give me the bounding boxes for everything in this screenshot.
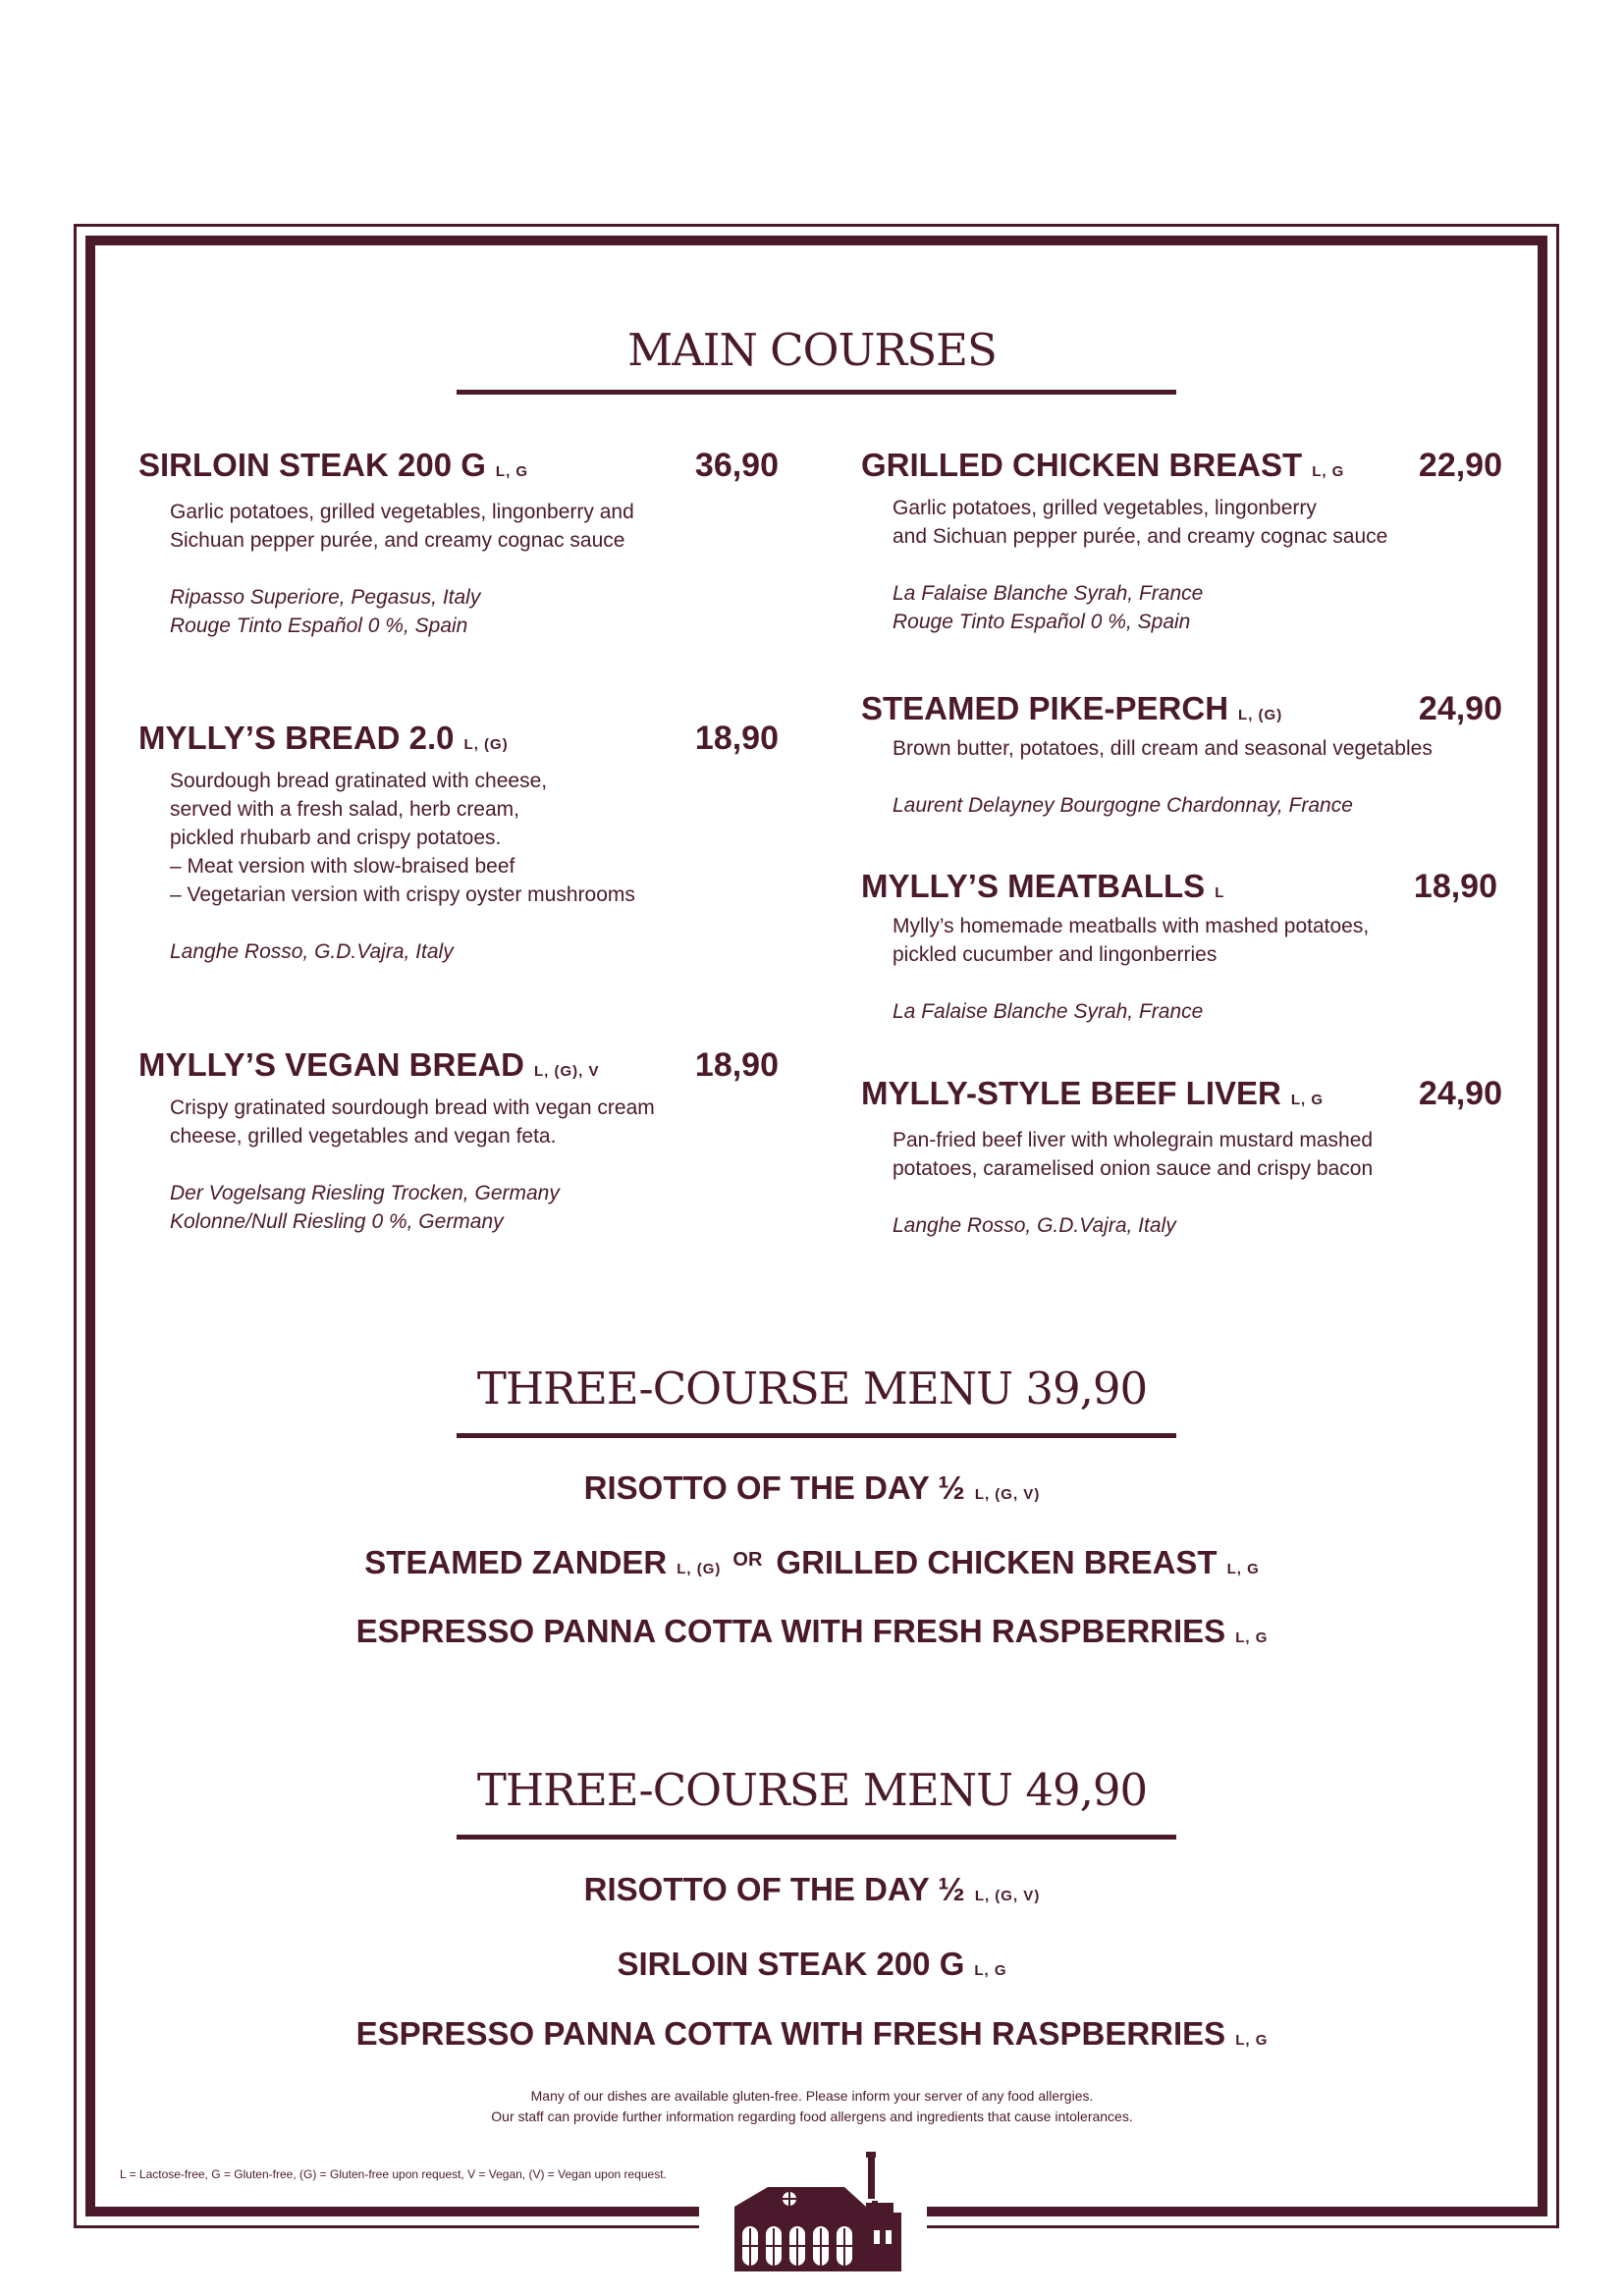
dish-myllys-bread xyxy=(138,720,777,966)
dish-price: 36,90 xyxy=(694,447,779,484)
wine-pairing: Ripasso Superiore, Pegasus, Italy Rouge Tinto Español 0 %, Spain xyxy=(170,586,481,637)
allergen-code: L, (G, V) xyxy=(974,1486,1041,1503)
dish-price: 24,90 xyxy=(1418,1075,1502,1112)
dish-description: Mylly’s homemade meatballs with mashed potatoes, pickled cucumber and lingonberries xyxy=(893,915,1370,966)
allergen-code: L, G xyxy=(1235,1629,1269,1646)
dish-description: Garlic potatoes, grilled vegetables, lingonberry and Sichuan pepper purée, and creamy cognac sauce xyxy=(170,501,634,552)
dish-name: MYLLY’S BREAD 2.0 L, (G) xyxy=(138,720,509,756)
allergen-code: L, G xyxy=(1290,1092,1325,1108)
dish-name: MYLLY’S MEATBALLS L xyxy=(861,868,1225,904)
dish-description: Pan-fried beef liver with wholegrain mustard mashed potatoes, caramelised onion sauce and crispy bacon xyxy=(893,1129,1374,1180)
menu2-dessert: ESPRESSO PANNA COTTA WITH FRESH RASPBERRIES L, G xyxy=(355,2015,1269,2052)
dish-name: MYLLY’S VEGAN BREAD L, (G), V xyxy=(138,1046,600,1083)
main-courses-rule xyxy=(457,390,1176,395)
dish-myllys-meatballs xyxy=(861,868,1499,1026)
allergen-code: L, (G) xyxy=(1238,707,1283,723)
allergen-code: L, G xyxy=(495,463,529,480)
dish-price: 18,90 xyxy=(694,1046,779,1084)
menu2-main: SIRLOIN STEAK 200 G L, G xyxy=(617,1946,1007,1982)
wine-pairing: Langhe Rosso, G.D.Vajra, Italy xyxy=(893,1214,1176,1237)
allergen-code: L, G xyxy=(1226,1561,1260,1577)
dish-price: 18,90 xyxy=(1413,868,1497,905)
dish-description: Sourdough bread gratinated with cheese, served with a fresh salad, herb cream, pickled rhubarb and crispy potatoes. – Meat version with slow-braised beef – Vegetarian version with crispy oyster mushrooms xyxy=(170,770,635,906)
three-course-menu-1-rule xyxy=(457,1433,1176,1438)
main-courses-title: MAIN COURSES xyxy=(627,324,997,376)
allergen-code: L, (G, V) xyxy=(974,1888,1041,1904)
wine-pairing: La Falaise Blanche Syrah, France xyxy=(893,1000,1204,1023)
dish-name: STEAMED PIKE-PERCH L, (G) xyxy=(861,690,1283,726)
menu1-starter: RISOTTO OF THE DAY ½ L, (G, V) xyxy=(583,1469,1041,1506)
wine-pairing: Langhe Rosso, G.D.Vajra, Italy xyxy=(170,940,454,963)
dish-price: 24,90 xyxy=(1418,690,1502,727)
dish-myllys-vegan-bread xyxy=(138,1046,777,1236)
or-label: OR xyxy=(732,1549,763,1571)
allergen-code: L, (G), V xyxy=(534,1063,600,1080)
allergy-note-line-1: Many of our dishes are available gluten-free. Please inform your server of any food allergies. xyxy=(530,2088,1094,2104)
mill-building-logo-icon xyxy=(729,2150,901,2277)
allergen-code: L, G xyxy=(1235,2032,1269,2049)
allergen-code: L, (G) xyxy=(677,1561,722,1577)
dish-name: GRILLED CHICKEN BREAST L, G xyxy=(861,447,1345,483)
dish-name: SIRLOIN STEAK 200 G L, G xyxy=(138,447,529,483)
wine-pairing: Laurent Delayney Bourgogne Chardonnay, France xyxy=(893,794,1353,817)
dish-name: MYLLY-STYLE BEEF LIVER L, G xyxy=(861,1075,1325,1111)
dish-description: Brown butter, potatoes, dill cream and seasonal vegetables xyxy=(893,737,1433,760)
allergy-note-line-2: Our staff can provide further information regarding food allergens and ingredients that cause intolerances. xyxy=(491,2109,1133,2124)
allergen-code: L, (G) xyxy=(463,736,509,753)
dish-steamed-pike-perch xyxy=(861,690,1502,820)
allergen-code: L, G xyxy=(974,1962,1007,1979)
three-course-menu-2-title: THREE-COURSE MENU 49,90 xyxy=(476,1764,1148,1816)
dish-price: 18,90 xyxy=(694,720,779,757)
dish-description: Crispy gratinated sourdough bread with vegan cream cheese, grilled vegetables and vegan feta. xyxy=(170,1096,655,1148)
wine-pairing: Der Vogelsang Riesling Trocken, Germany Kolonne/Null Riesling 0 %, Germany xyxy=(170,1182,560,1233)
menu1-main-choice: STEAMED ZANDER L, (G) $^{OR}$ GRILLED CHICKEN BREAST L, G xyxy=(364,1544,1260,1580)
menu1-dessert: ESPRESSO PANNA COTTA WITH FRESH RASPBERRIES L, G xyxy=(355,1613,1269,1649)
dish-description: Garlic potatoes, grilled vegetables, lingonberry and Sichuan pepper purée, and creamy cognac sauce xyxy=(893,497,1388,548)
three-course-menu-1-title: THREE-COURSE MENU 39,90 xyxy=(476,1362,1148,1415)
menu2-starter: RISOTTO OF THE DAY ½ L, (G, V) xyxy=(583,1871,1041,1907)
three-course-menu-2-rule xyxy=(457,1835,1176,1840)
allergen-code: L, G xyxy=(1312,463,1345,480)
allergen-code: L xyxy=(1215,884,1225,901)
dish-price: 22,90 xyxy=(1418,447,1502,484)
dish-sirloin-steak xyxy=(138,447,777,640)
dish-beef-liver xyxy=(861,1075,1502,1240)
allergen-legend: L = Lactose-free, G = Gluten-free, (G) = Gluten-free upon request, V = Vegan, (V) = Vegan upon request. xyxy=(120,2167,667,2181)
wine-pairing: La Falaise Blanche Syrah, France Rouge Tinto Español 0 %, Spain xyxy=(893,582,1204,633)
dish-grilled-chicken-breast xyxy=(861,447,1502,636)
